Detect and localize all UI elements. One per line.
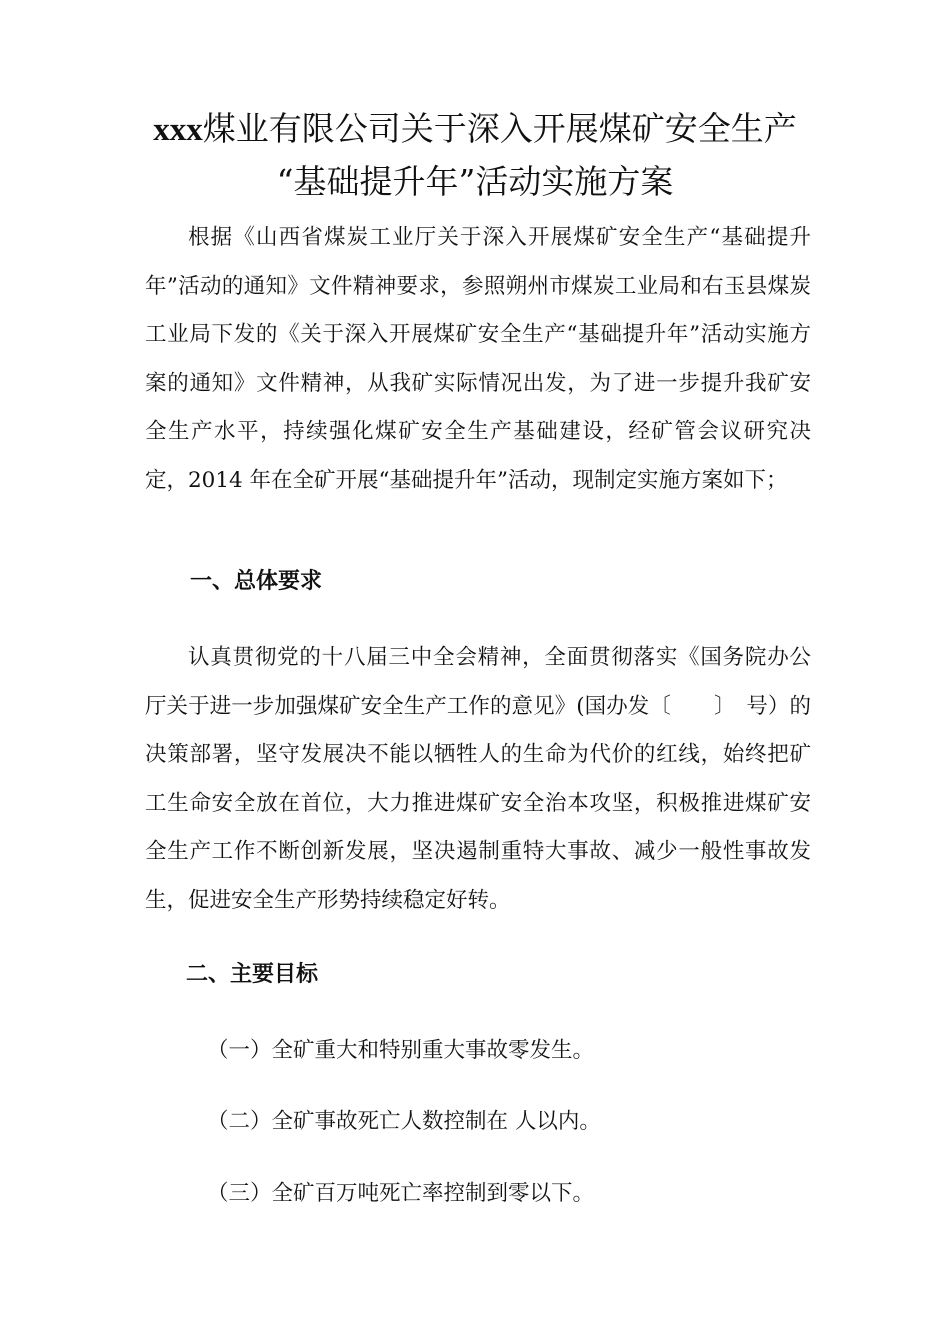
intro-paragraph: 根据《山西省煤炭工业厅关于深入开展煤矿安全生产“基础提升年”活动的通知》文件精神要求，参照朔州市煤炭工业局和右玉县煤炭工业局下发的《关于深入开展煤矿安全生产“基础提升年”活动实施方案的通知》文件精神，从我矿实际情况出发，为了进一步提升我矿安全生产水平，持续强化煤矿安全生产基础建设，经矿管会议研究决定，2014 年在全矿开展“基础提升年”活动，现制定实施方案如下； bbox=[145, 225, 811, 493]
goal-item: （三）全矿百万吨死亡率控制到零以下。 bbox=[207, 1181, 595, 1206]
title-line-1-text: 煤业有限公司关于深入开展煤矿安全生产 bbox=[202, 109, 797, 148]
document-title-line-2: “基础提升年”活动实施方案 bbox=[276, 162, 674, 201]
section-1-paragraph: 认真贯彻党的十八届三中全会精神，全面贯彻落实《国务院办公厅关于进一步加强煤矿安全生产工作的意见》(国办发〔 〕 号）的决策部署，坚守发展决不能以牺牲人的生命为代价的红线，始终把矿工生命安全放在首位，大力推进煤矿安全治本攻坚，积极推进煤矿安全生产工作不断创新发展，坚决遏制重特大事故、减少一般性事故发生，促进安全生产形势持续稳定好转。 bbox=[145, 645, 811, 913]
goal-item: （二）全矿事故死亡人数控制在 人以内。 bbox=[207, 1109, 601, 1134]
document-title-line-1 bbox=[0, 107, 950, 152]
section-heading-general-requirements: 一、总体要求 bbox=[190, 569, 323, 594]
section-heading-main-goals: 二、主要目标 bbox=[186, 962, 319, 987]
title-company-placeholder: xxx bbox=[153, 112, 203, 148]
goal-item: （一）全矿重大和特别重大事故零发生。 bbox=[207, 1038, 595, 1063]
